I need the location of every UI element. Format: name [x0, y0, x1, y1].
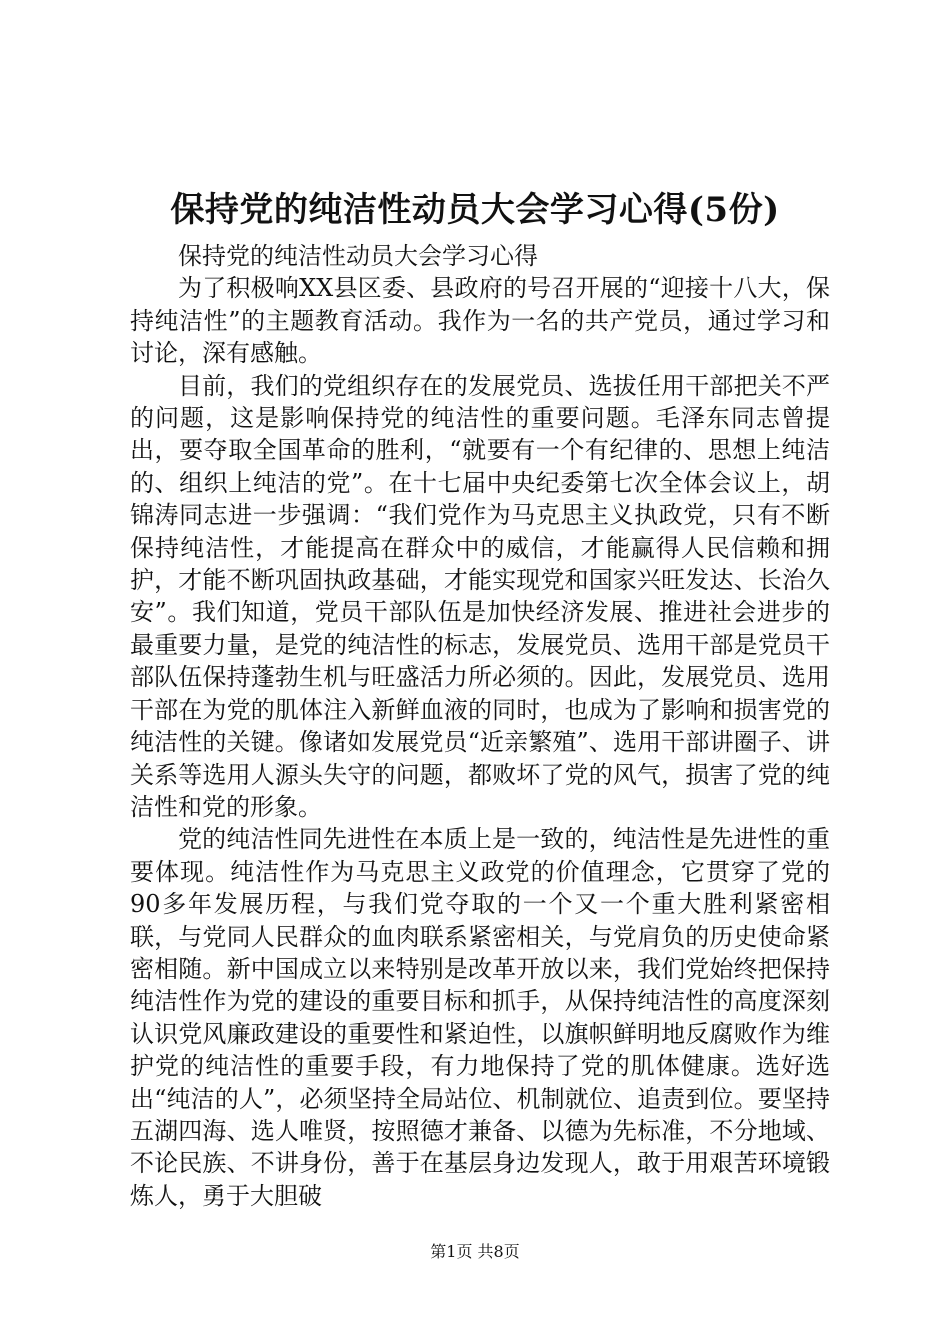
page-number-footer: 第1页 共8页: [430, 1242, 520, 1261]
subtitle-paragraph: 保持党的纯洁性动员大会学习心得: [178, 242, 538, 270]
body-paragraph: 为了积极响XX县区委、县政府的号召开展的“迎接十八大，保持纯洁性”的主题教育活动。我作为一名的共产党员，通过学习和讨论，深有感触。: [130, 274, 830, 368]
document-title: 保持党的纯洁性动员大会学习心得(5份): [170, 190, 780, 230]
body-paragraph: 目前，我们的党组织存在的发展党员、选拔任用干部把关不严的问题，这是影响保持党的纯洁性的重要问题。毛泽东同志曾提出，要夺取全国革命的胜利，“就要有一个有纪律的、思想上纯洁的、组织上纯洁的党”。在十七届中央纪委第七次全体会议上，胡锦涛同志进一步强调：“我们党作为马克思主义执政党，只有不断保持纯洁性，才能提高在群众中的威信，才能赢得人民信赖和拥护，才能不断巩固执政基础，才能实现党和国家兴旺发达、长治久安”。我们知道，党员干部队伍是加快经济发展、推进社会进步的最重要力量，是党的纯洁性的标志，发展党员、选用干部是党员干部队伍保持蓬勃生机与旺盛活力所必须的。因此，发展党员、选用干部在为党的肌体注入新鲜血液的同时，也成为了影响和损害党的纯洁性的关键。像诸如发展党员“近亲繁殖”、选用干部讲圈子、讲关系等选用人源头失守的问题，都败坏了党的风气，损害了党的纯洁性和党的形象。: [130, 371, 830, 821]
body-paragraph: 党的纯洁性同先进性在本质上是一致的，纯洁性是先进性的重要体现。纯洁性作为马克思主义政党的价值理念，它贯穿了党的90多年发展历程，与我们党夺取的一个又一个重大胜利紧密相联，与党同人民群众的血肉联系紧密相关，与党肩负的历史使命紧密相随。新中国成立以来特别是改革开放以来，我们党始终把保持纯洁性作为党的建设的重要目标和抓手，从保持纯洁性的高度深刻认识党风廉政建设的重要性和紧迫性，以旗帜鲜明地反腐败作为维护党的纯洁性的重要手段，有力地保持了党的肌体健康。选好选出“纯洁的人”，必须坚持全局站位、机制就位、追责到位。要坚持五湖四海、选人唯贤，按照德才兼备、以德为先标准，不分地域、不论民族、不讲身份，善于在基层身边发现人，敢于用艰苦环境锻炼人，勇于大胆破: [130, 825, 830, 1210]
document-body: [130, 240, 830, 1212]
